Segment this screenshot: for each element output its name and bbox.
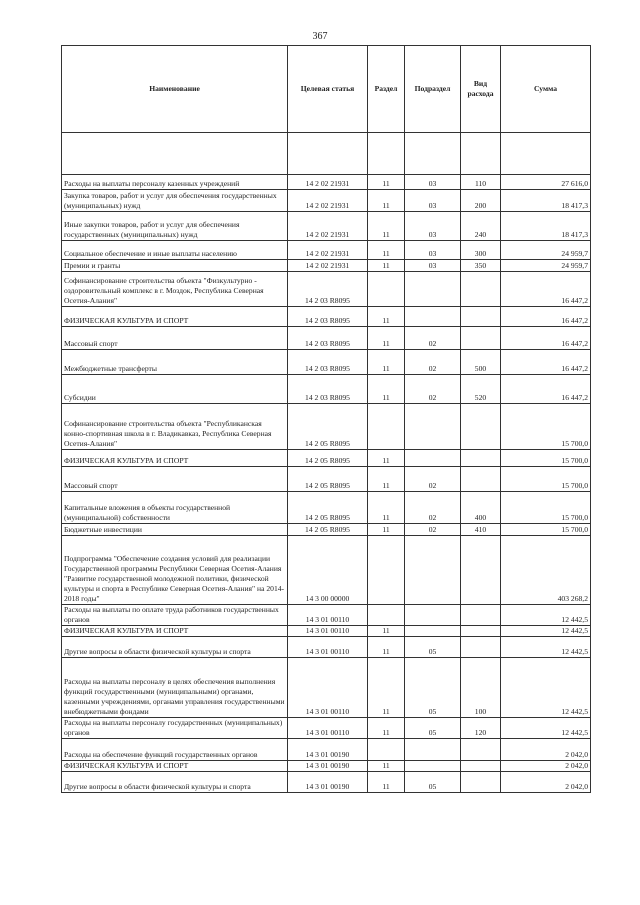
- cell-type: 110: [461, 175, 501, 190]
- cell-sum: 2 042,0: [501, 772, 591, 793]
- cell-subsection: 05: [405, 772, 461, 793]
- table-row: [62, 241, 591, 260]
- table-row: [62, 350, 591, 375]
- cell-type: [461, 761, 501, 772]
- table-row: [62, 404, 591, 450]
- cell-code: 14 2 02 21931: [288, 260, 368, 272]
- cell-subsection: 03: [405, 260, 461, 272]
- cell-name: ФИЗИЧЕСКАЯ КУЛЬТУРА И СПОРТ: [62, 626, 288, 637]
- table-row: [62, 536, 591, 605]
- cell-section: 11: [368, 175, 405, 190]
- cell-subsection: 02: [405, 327, 461, 350]
- cell-subsection: 05: [405, 718, 461, 739]
- cell-name: Расходы на обеспечение функций государственных органов: [62, 739, 288, 761]
- cell-type: 500: [461, 350, 501, 375]
- header-name: Наименование: [62, 46, 288, 133]
- cell-subsection: 03: [405, 241, 461, 260]
- cell-subsection: [405, 450, 461, 467]
- cell-code: 14 2 05 R8095: [288, 524, 368, 536]
- cell-section: 11: [368, 307, 405, 327]
- cell-name: Массовый спорт: [62, 327, 288, 350]
- cell-sum: 15 700,0: [501, 467, 591, 492]
- cell-code: 14 3 01 00190: [288, 772, 368, 793]
- cell-name: Расходы на выплаты по оплате труда работников государственных органов: [62, 605, 288, 626]
- table-row: [62, 605, 591, 626]
- cell-type: [461, 626, 501, 637]
- cell-subsection: [405, 761, 461, 772]
- cell-sum: 15 700,0: [501, 492, 591, 524]
- cell-code: 14 2 05 R8095: [288, 404, 368, 450]
- table-row: [62, 492, 591, 524]
- table-row: [62, 761, 591, 772]
- cell-code: 14 2 05 R8095: [288, 467, 368, 492]
- cell-name: Премии и гранты: [62, 260, 288, 272]
- cell-sum: 24 959,7: [501, 260, 591, 272]
- cell-section: [368, 605, 405, 626]
- cell-subsection: [405, 739, 461, 761]
- cell-code: 14 2 02 21931: [288, 190, 368, 212]
- cell-name: Иные закупки товаров, работ и услуг для обеспечения государственных (муниципальных) нужд: [62, 212, 288, 241]
- cell-section: 11: [368, 350, 405, 375]
- cell-section: 11: [368, 190, 405, 212]
- cell-subsection: 02: [405, 524, 461, 536]
- cell-section: 11: [368, 626, 405, 637]
- cell-sum: 24 959,7: [501, 241, 591, 260]
- cell-code: 14 2 03 R8095: [288, 375, 368, 404]
- cell-type: [461, 327, 501, 350]
- cell-code: 14 2 03 R8095: [288, 307, 368, 327]
- cell-name: Массовый спорт: [62, 467, 288, 492]
- cell-subsection: 03: [405, 175, 461, 190]
- cell-type: [461, 404, 501, 450]
- cell-type: 240: [461, 212, 501, 241]
- cell-type: [461, 307, 501, 327]
- cell-name: Социальное обеспечение и иные выплаты населению: [62, 241, 288, 260]
- cell-sum: 12 442,5: [501, 637, 591, 658]
- header-section: Раздел: [368, 46, 405, 133]
- cell-type: [461, 772, 501, 793]
- cell-sum: 12 442,5: [501, 605, 591, 626]
- cell-section: 11: [368, 467, 405, 492]
- cell-type: 350: [461, 260, 501, 272]
- cell-subsection: [405, 626, 461, 637]
- cell-type: 520: [461, 375, 501, 404]
- cell-sum: 2 042,0: [501, 739, 591, 761]
- cell-name: Закупка товаров, работ и услуг для обеспечения государственных (муниципальных) нужд: [62, 190, 288, 212]
- cell-code: 14 2 02 21931: [288, 175, 368, 190]
- cell-code: 14 3 01 00190: [288, 739, 368, 761]
- cell-code: 14 3 01 00110: [288, 658, 368, 718]
- table-row: [62, 524, 591, 536]
- table-row: [62, 450, 591, 467]
- cell-sum: 12 442,5: [501, 626, 591, 637]
- table-row: [62, 212, 591, 241]
- cell-name: Расходы на выплаты персоналу государственных (муниципальных) органов: [62, 718, 288, 739]
- cell-code: 14 3 01 00110: [288, 718, 368, 739]
- table-header: [62, 46, 591, 133]
- cell-name: Софинансирование строительства объекта "Физкультурно - оздоровительный комплекс в г. Моздок, Республика Северная Осетия-Алания": [62, 272, 288, 307]
- header-type: Вид расхода: [461, 46, 501, 133]
- cell-section: 11: [368, 637, 405, 658]
- cell-type: 410: [461, 524, 501, 536]
- cell-subsection: 02: [405, 350, 461, 375]
- table-row: [62, 260, 591, 272]
- table-row: [62, 327, 591, 350]
- cell-section: 11: [368, 260, 405, 272]
- cell-section: 11: [368, 375, 405, 404]
- cell-name: Другие вопросы в области физической культуры и спорта: [62, 772, 288, 793]
- header-gap: [62, 133, 591, 175]
- cell-section: [368, 272, 405, 307]
- cell-code: 14 2 05 R8095: [288, 492, 368, 524]
- cell-code: 14 3 01 00190: [288, 761, 368, 772]
- cell-sum: 16 447,2: [501, 375, 591, 404]
- header-code: Целевая статья: [288, 46, 368, 133]
- cell-section: [368, 536, 405, 605]
- cell-name: ФИЗИЧЕСКАЯ КУЛЬТУРА И СПОРТ: [62, 307, 288, 327]
- cell-type: [461, 272, 501, 307]
- cell-code: 14 2 03 R8095: [288, 272, 368, 307]
- cell-subsection: 03: [405, 212, 461, 241]
- cell-subsection: [405, 307, 461, 327]
- table-row: [62, 637, 591, 658]
- cell-type: 120: [461, 718, 501, 739]
- cell-sum: 27 616,0: [501, 175, 591, 190]
- table-row: [62, 718, 591, 739]
- cell-name: Капитальные вложения в объекты государственной (муниципальной) собственности: [62, 492, 288, 524]
- table-row: [62, 626, 591, 637]
- cell-section: 11: [368, 761, 405, 772]
- cell-name: Подпрограмма "Обеспечение создания условий для реализации Государственной программы Республики Северная Осетия-Алания "Развитие государственной молодежной политики, физической культуры и спорта в Республике Северная Осетия-Алания" на 2014-2018 годы": [62, 536, 288, 605]
- cell-sum: 12 442,5: [501, 658, 591, 718]
- cell-type: [461, 637, 501, 658]
- cell-code: 14 2 02 21931: [288, 212, 368, 241]
- cell-section: 11: [368, 327, 405, 350]
- cell-name: Другие вопросы в области физической культуры и спорта: [62, 637, 288, 658]
- cell-sum: 403 268,2: [501, 536, 591, 605]
- cell-name: Расходы на выплаты персоналу в целях обеспечения выполнения функций государственными (муниципальными) органами, казенными учреждениями, органами управления государственными внебюджетными фондами: [62, 658, 288, 718]
- cell-sum: 18 417,3: [501, 212, 591, 241]
- cell-subsection: 03: [405, 190, 461, 212]
- table-row: [62, 307, 591, 327]
- cell-subsection: 02: [405, 492, 461, 524]
- table-row: [62, 739, 591, 761]
- cell-subsection: [405, 404, 461, 450]
- cell-code: 14 2 05 R8095: [288, 450, 368, 467]
- cell-section: [368, 404, 405, 450]
- cell-section: 11: [368, 658, 405, 718]
- cell-subsection: 05: [405, 658, 461, 718]
- cell-code: 14 2 03 R8095: [288, 327, 368, 350]
- cell-sum: 16 447,2: [501, 307, 591, 327]
- cell-name: Расходы на выплаты персоналу казенных учреждений: [62, 175, 288, 190]
- cell-section: 11: [368, 718, 405, 739]
- table-row: [62, 175, 591, 190]
- table-row: [62, 772, 591, 793]
- cell-type: 400: [461, 492, 501, 524]
- cell-type: [461, 467, 501, 492]
- cell-sum: 2 042,0: [501, 761, 591, 772]
- cell-type: 200: [461, 190, 501, 212]
- cell-type: [461, 536, 501, 605]
- table-body: [62, 133, 591, 793]
- cell-section: 11: [368, 524, 405, 536]
- cell-type: 300: [461, 241, 501, 260]
- cell-type: 100: [461, 658, 501, 718]
- budget-table: [61, 45, 591, 793]
- cell-code: 14 3 01 00110: [288, 605, 368, 626]
- cell-sum: 15 700,0: [501, 524, 591, 536]
- cell-code: 14 2 02 21931: [288, 241, 368, 260]
- cell-name: ФИЗИЧЕСКАЯ КУЛЬТУРА И СПОРТ: [62, 450, 288, 467]
- cell-section: 11: [368, 241, 405, 260]
- cell-sum: 15 700,0: [501, 450, 591, 467]
- header-row: [62, 46, 591, 133]
- cell-code: 14 2 03 R8095: [288, 350, 368, 375]
- cell-subsection: [405, 272, 461, 307]
- cell-section: 11: [368, 450, 405, 467]
- header-sum: Сумма: [501, 46, 591, 133]
- cell-section: 11: [368, 212, 405, 241]
- table-row: [62, 272, 591, 307]
- cell-subsection: 02: [405, 467, 461, 492]
- cell-sum: 12 442,5: [501, 718, 591, 739]
- cell-sum: 16 447,2: [501, 350, 591, 375]
- cell-section: 11: [368, 772, 405, 793]
- cell-type: [461, 450, 501, 467]
- cell-code: 14 3 01 00110: [288, 637, 368, 658]
- cell-subsection: 02: [405, 375, 461, 404]
- cell-section: 11: [368, 492, 405, 524]
- cell-type: [461, 605, 501, 626]
- cell-code: 14 3 00 00000: [288, 536, 368, 605]
- cell-type: [461, 739, 501, 761]
- cell-name: ФИЗИЧЕСКАЯ КУЛЬТУРА И СПОРТ: [62, 761, 288, 772]
- cell-subsection: 05: [405, 637, 461, 658]
- header-subsection: Подраздел: [405, 46, 461, 133]
- cell-name: Межбюджетные трансферты: [62, 350, 288, 375]
- cell-subsection: [405, 605, 461, 626]
- cell-sum: 16 447,2: [501, 327, 591, 350]
- cell-name: Субсидии: [62, 375, 288, 404]
- table-row: [62, 375, 591, 404]
- cell-name: Бюджетные инвестиции: [62, 524, 288, 536]
- table-row: [62, 467, 591, 492]
- cell-sum: 18 417,3: [501, 190, 591, 212]
- cell-name: Софинансирование строительства объекта "Республиканская конно-спортивная школа в г. Владикавказ, Республика Северная Осетия-Алания": [62, 404, 288, 450]
- cell-section: [368, 739, 405, 761]
- cell-sum: 15 700,0: [501, 404, 591, 450]
- cell-subsection: [405, 536, 461, 605]
- page-number: 367: [312, 31, 328, 42]
- cell-sum: 16 447,2: [501, 272, 591, 307]
- table-row: [62, 190, 591, 212]
- cell-code: 14 3 01 00110: [288, 626, 368, 637]
- table-row: [62, 658, 591, 718]
